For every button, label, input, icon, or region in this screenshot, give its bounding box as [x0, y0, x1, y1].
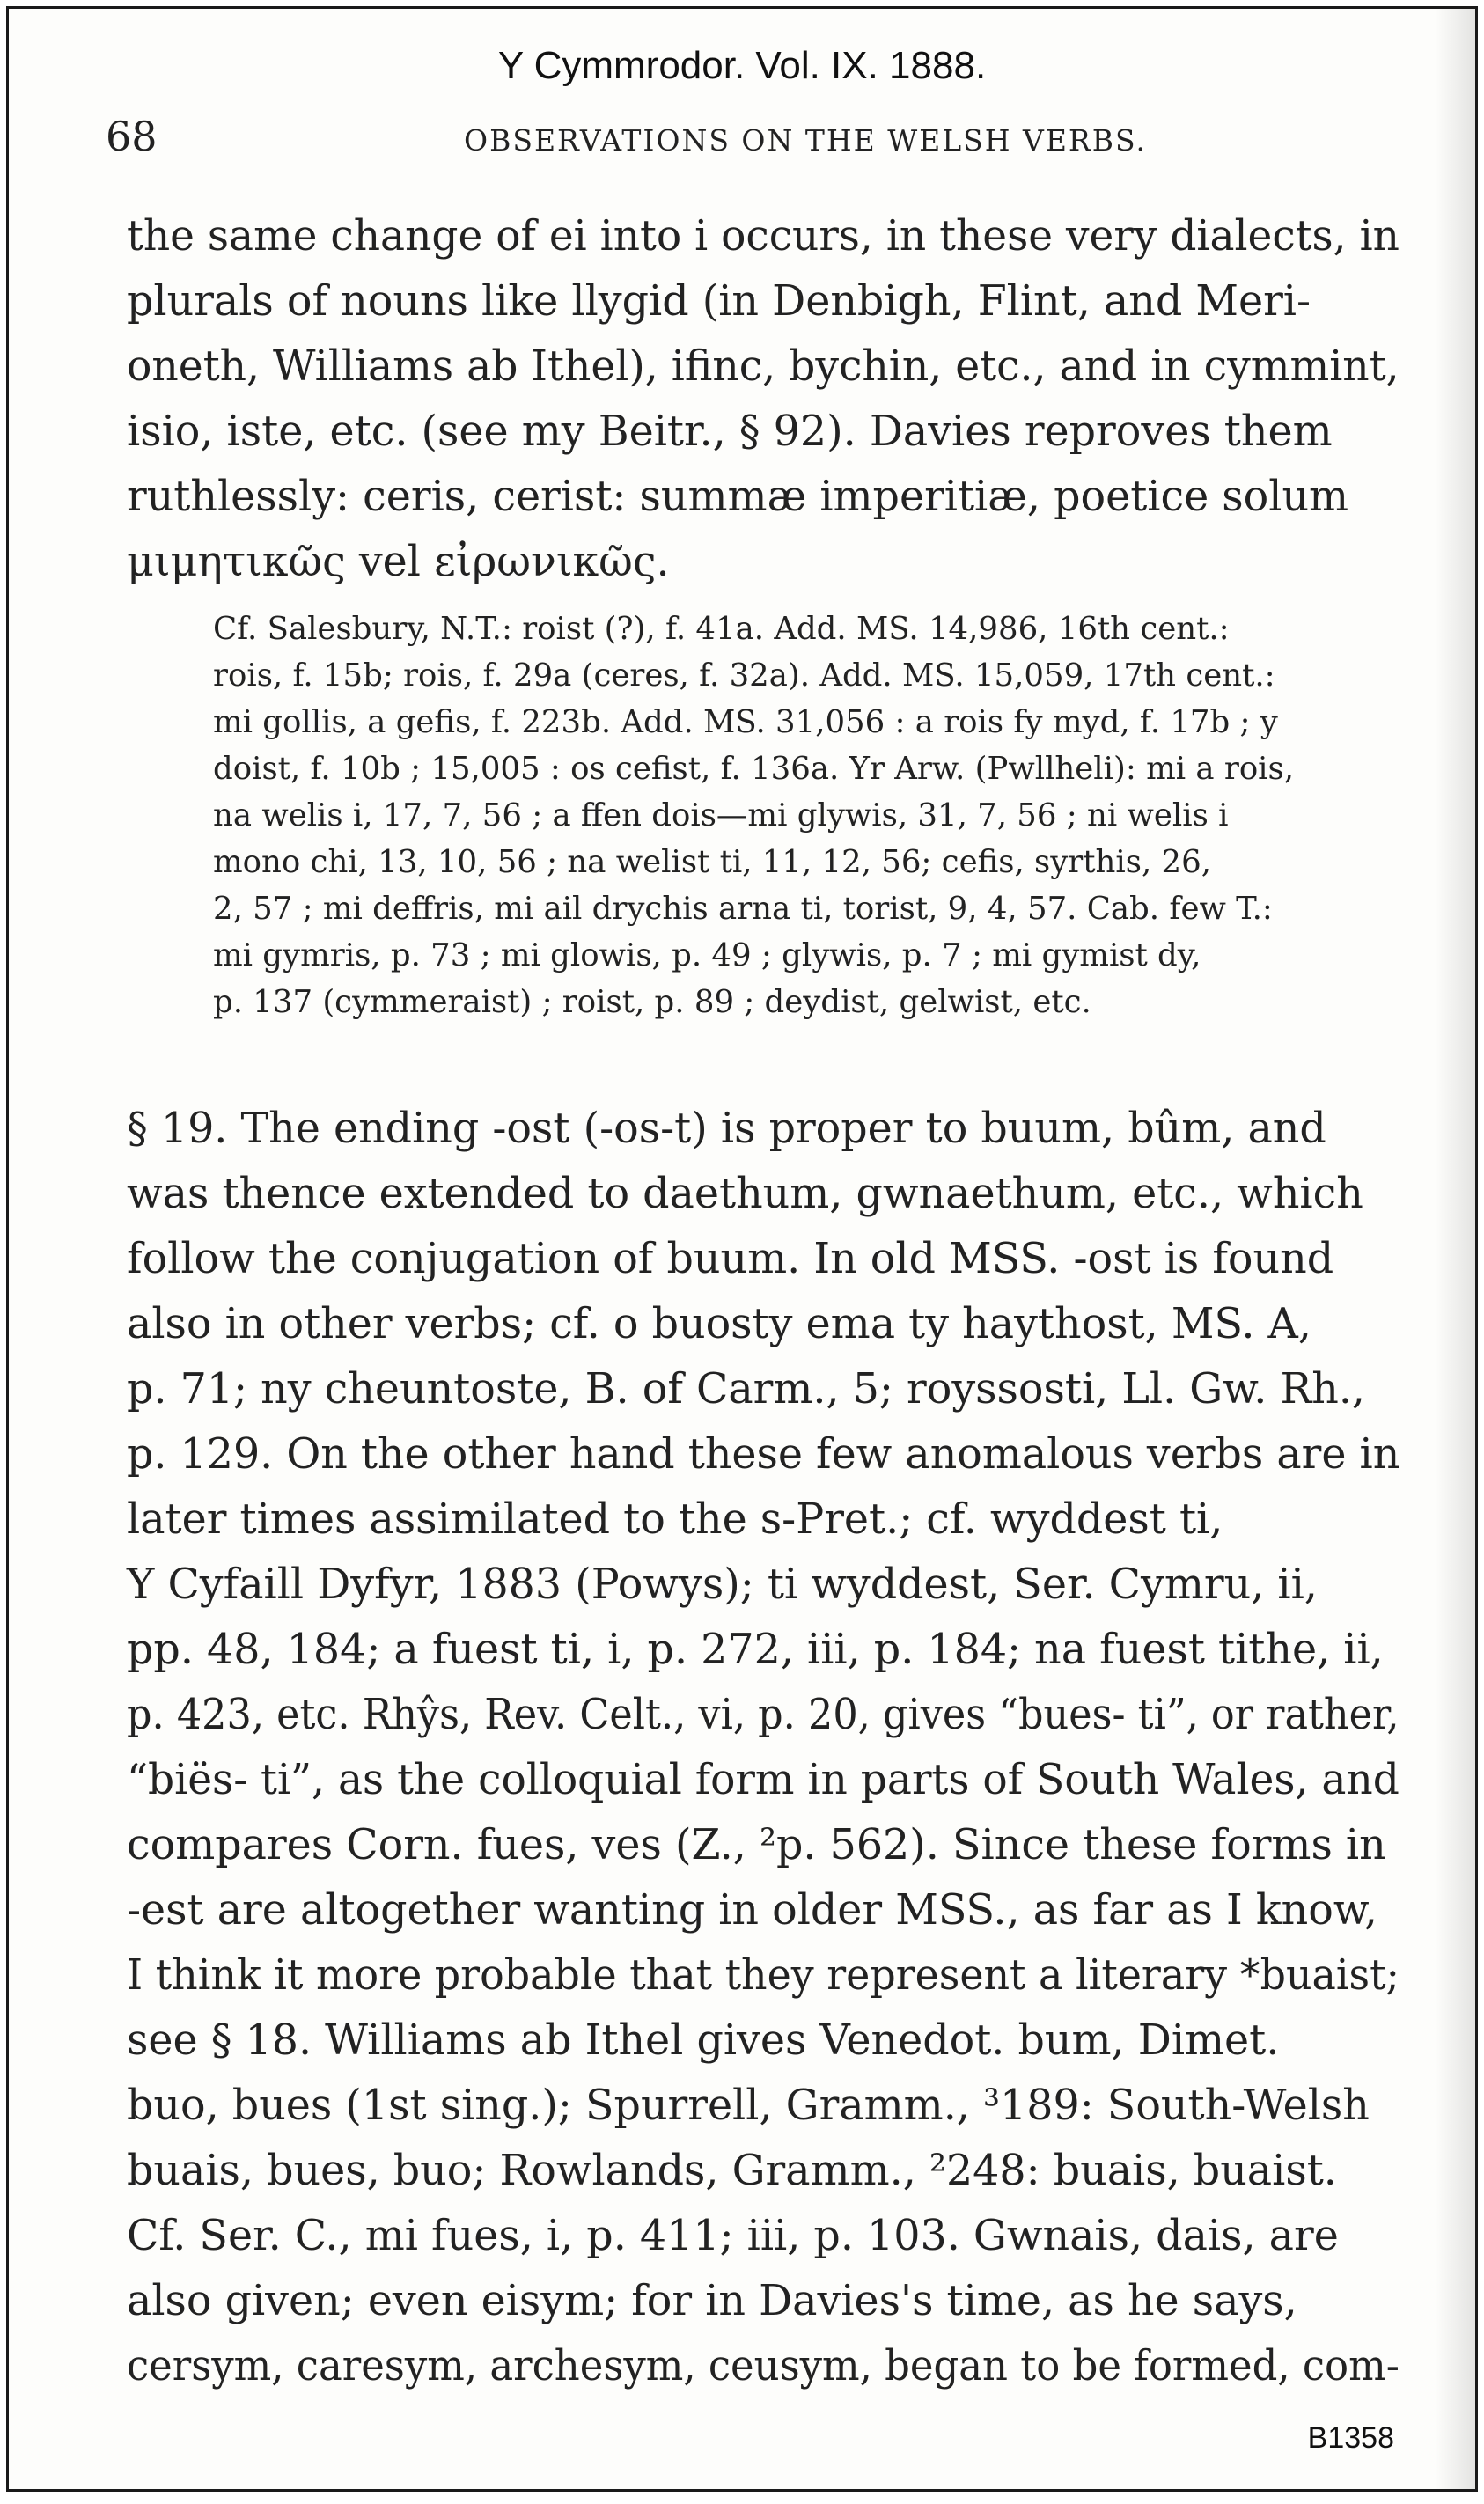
text-line: Y Cyfaill Dyfyr, 1883 (Powys); ti wyddest, Ser. Cymru, ii,: [127, 1560, 1318, 1609]
text-line: isio, iste, etc. (see my Beitr., § 92). Davies reproves them: [127, 408, 1333, 456]
text-line: I think it more probable that they represent a literary *buaist;: [127, 1951, 1400, 2000]
text-line: μιμητικῶς vel εἰρωνικῶς.: [127, 538, 670, 586]
text-line: p. 129. On the other hand these few anomalous verbs are in: [127, 1430, 1400, 1479]
paragraph-1: [127, 204, 1400, 595]
text-line: buo, bues (1st sing.); Spurrell, Gramm., ³189: South-Welsh: [127, 2082, 1370, 2130]
note-line: 2, 57 ; mi deffris, mi ail drychis arna ti, torist, 9, 4, 57. Cab. few T.:: [213, 891, 1273, 927]
running-head: [106, 113, 1400, 165]
text-line: buais, bues, buo; Rowlands, Gramm., ²248: buais, buaist.: [127, 2147, 1337, 2195]
text-line: see § 18. Williams ab Ithel gives Venedot. bum, Dimet.: [127, 2016, 1280, 2065]
text-line: “biës- ti”, as the colloquial form in parts of South Wales, and: [127, 1756, 1400, 1804]
note-line: rois, f. 15b; rois, f. 29a (ceres, f. 32a). Add. MS. 15,059, 17th cent.:: [213, 657, 1275, 694]
text-line: was thence extended to daethum, gwnaethum, etc., which: [127, 1170, 1363, 1218]
text-line: § 19. The ending -ost (-os-t) is proper to buum, bûm, and: [127, 1105, 1326, 1153]
journal-reference: Y Cymmrodor. Vol. IX. 1888.: [497, 44, 987, 87]
note-line: mi gymris, p. 73 ; mi glowis, p. 49 ; glywis, p. 7 ; mi gymist dy,: [213, 937, 1201, 973]
catalog-id: B1358: [1307, 2421, 1394, 2455]
header-title: OBSERVATIONS ON THE WELSH VERBS.: [464, 123, 1147, 158]
note-line: p. 137 (cymmeraist) ; roist, p. 89 ; deydist, gelwist, etc.: [213, 984, 1091, 1020]
note-line: mi gollis, a gefis, f. 223b. Add. MS. 31,056 : a rois fy myd, f. 17b ; y: [213, 704, 1278, 740]
paragraph-2: [127, 1097, 1400, 2399]
text-line: plurals of nouns like llygid (in Denbigh, Flint, and Meri-: [127, 277, 1311, 326]
note-line: mono chi, 13, 10, 56 ; na welist ti, 11, 12, 56; cefis, syrthis, 26,: [213, 844, 1212, 880]
text-line: p. 71; ny cheuntoste, B. of Carm., 5; royssosti, Ll. Gw. Rh.,: [127, 1365, 1366, 1414]
text-line: compares Corn. fues, ves (Z., ²p. 562). Since these forms in: [127, 1821, 1386, 1869]
note-line: na welis i, 17, 7, 56 ; a ffen dois—mi glywis, 31, 7, 56 ; ni welis i: [213, 797, 1229, 833]
page-number: 68: [106, 113, 158, 160]
text-line: oneth, Williams ab Ithel), ifinc, bychin, etc., and in cymmint,: [127, 342, 1400, 391]
footnote-block: [213, 606, 1401, 1025]
text-line: the same change of ei into i occurs, in these very dialects, in: [127, 212, 1400, 261]
text-line: -est are altogether wanting in older MSS., as far as I know,: [127, 1886, 1377, 1935]
note-line: Cf. Salesbury, N.T.: roist (?), f. 41a. Add. MS. 14,986, 16th cent.:: [213, 611, 1230, 647]
book-page: [6, 6, 1478, 2492]
page-edge-shadow: [1435, 9, 1475, 2489]
text-line: follow the conjugation of buum. In old MSS. -ost is found: [127, 1235, 1334, 1283]
text-line: also in other verbs; cf. o buosty ema ty haythost, MS. A,: [127, 1300, 1311, 1348]
text-line: pp. 48, 184; a fuest ti, i, p. 272, iii, p. 184; na fuest tithe, ii,: [127, 1626, 1384, 1674]
text-line: ruthlessly: ceris, cerist: summæ imperitiæ, poetice solum: [127, 473, 1349, 521]
text-line: Cf. Ser. C., mi fues, i, p. 411; iii, p. 103. Gwnais, dais, are: [127, 2212, 1339, 2260]
text-line: later times assimilated to the s-Pret.; cf. wyddest ti,: [127, 1495, 1223, 1544]
text-line: cersym, caresym, archesym, ceusym, began to be formed, com-: [127, 2342, 1400, 2390]
note-line: doist, f. 10b ; 15,005 : os cefist, f. 136a. Yr Arw. (Pwllheli): mi a rois,: [213, 751, 1295, 787]
text-line: also given; even eisym; for in Davies's time, as he says,: [127, 2277, 1297, 2325]
text-line: p. 423, etc. Rhŷs, Rev. Celt., vi, p. 20, gives “bues- ti”, or rather,: [127, 1691, 1400, 1739]
